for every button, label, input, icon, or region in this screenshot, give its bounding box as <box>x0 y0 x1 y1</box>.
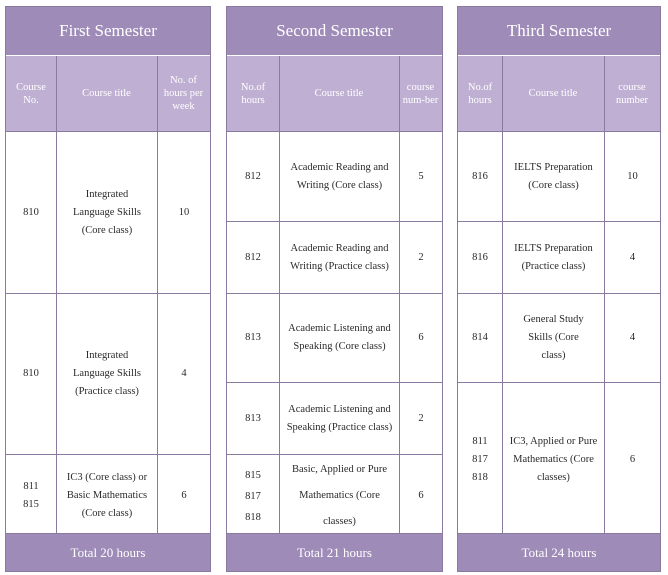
table-row-course-title: IELTS Preparation (Practice class) <box>514 242 593 272</box>
first-semester-panel <box>5 6 211 572</box>
header-course-title: Course title <box>314 88 364 99</box>
table-row-hours: 6 <box>418 490 424 501</box>
header-course-title: Course title <box>82 88 131 99</box>
table-row-hours: 10 <box>178 206 190 218</box>
table-row-course-no: 815 817 818 <box>245 469 261 523</box>
table-row-course-no: 812 <box>245 170 261 182</box>
header-course-number: course num-ber <box>402 81 439 106</box>
semester-title: First Semester <box>6 7 210 56</box>
table-row-course-title: IELTS Preparation (Core class) <box>514 161 593 191</box>
table-row-hours: 2 <box>418 251 424 263</box>
table-row-hours: 6 <box>418 332 424 343</box>
table-row-course-no: 816 <box>472 251 488 263</box>
table-header <box>458 56 660 132</box>
third-semester-panel <box>457 6 661 572</box>
table-row-hours: 2 <box>418 412 424 424</box>
table-row-course-no: 812 <box>245 251 261 263</box>
table-row-course-no: 813 <box>245 412 261 424</box>
header-no-of-hours: No.of hours <box>240 81 266 106</box>
semester-title: Second Semester <box>227 7 442 56</box>
semester-total: Total 20 hours <box>6 533 210 571</box>
table-row-course-no: 811 817 818 <box>472 436 488 483</box>
semester-title: Third Semester <box>458 7 660 56</box>
table-row-course-no: 810 <box>23 206 39 218</box>
table-row-course-no: 811 815 <box>23 481 39 510</box>
semester-total: Total 21 hours <box>227 533 442 571</box>
table-header <box>227 56 442 132</box>
table-row-course-no: 816 <box>472 170 488 182</box>
table-row-hours: 6 <box>629 454 636 465</box>
semester-total: Total 24 hours <box>458 533 660 571</box>
table-row-course-title: Academic Reading and Writing (Practice class) <box>290 242 389 272</box>
header-course-number: course number <box>615 81 649 106</box>
header-no-of-hours: No.of hours <box>467 81 493 106</box>
table-row-course-title: Integrated Language Skills (Practice class) <box>73 350 141 397</box>
table-row-hours: 5 <box>418 170 424 182</box>
table-row-course-title: IC3 (Core class) or Basic Mathematics (Core class) <box>66 472 148 519</box>
header-hours: No. of hours per week <box>163 75 204 112</box>
table-row-course-title: Academic Listening and Speaking (Core class) <box>288 323 391 352</box>
table-row-course-no: 814 <box>472 332 488 343</box>
table-row-hours: 6 <box>181 490 187 501</box>
table-row-course-title: Academic Reading and Writing (Core class) <box>290 161 389 191</box>
second-semester-panel <box>226 6 443 572</box>
table-row-hours: 10 <box>627 170 638 182</box>
table-row-course-no: 810 <box>23 368 39 379</box>
header-course-no: Course No. <box>16 81 46 106</box>
table-header <box>6 56 210 132</box>
table-row-course-title: General Study Skills (Core class) <box>523 314 584 361</box>
table-row-hours: 4 <box>629 332 636 343</box>
table-row-hours: 4 <box>629 251 636 263</box>
header-course-title: Course title <box>528 88 578 99</box>
table-row-course-title: IC3, Applied or Pure Mathematics (Core classes) <box>509 436 598 483</box>
table-row-hours: 4 <box>181 368 187 379</box>
table-row-course-title: Basic, Applied or Pure Mathematics (Core classes) <box>291 464 388 527</box>
table-row-course-title: Academic Listening and Speaking (Practice class) <box>286 403 393 433</box>
table-row-course-no: 813 <box>245 332 261 343</box>
table-row-course-title: Integrated Language Skills (Core class) <box>73 188 141 236</box>
